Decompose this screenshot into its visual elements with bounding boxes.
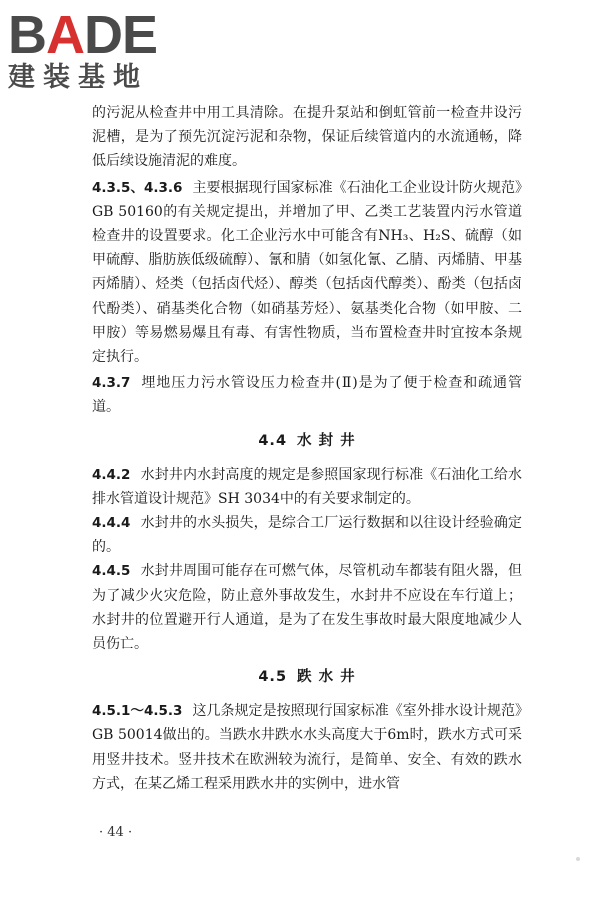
paragraph-4-4-5 — [92, 559, 522, 656]
paragraph-text: 水封井的水头损失，是综合工厂运行数据和以往设计经验确定的。 — [92, 515, 522, 556]
paragraph-text: 主要根据现行国家标准《石油化工企业设计防火规范》GB 50160的有关规定提出，并增加了甲、乙类工艺装置内污水管道检查井的设置要求。化工企业污水中可能含有NH₃、H₂S、硫醇（如甲硫醇、脂肪族低级硫醇）、氰和腈（如氢化氰、乙腈、丙烯腈、甲基丙烯腈）、烃类（包括卤代烃）、醇类（包括卤代醇类）、酚类（包括卤代酚类）、硝基类化合物（如硝基芳烃）、氨基类化合物（如甲胺、二甲胺）等易燃易爆且有毒、有害性物质，当布置检查井时宜按本条规定执行。 — [92, 179, 522, 366]
clause-number: 4.5.1～4.5.3 — [92, 703, 183, 720]
section-title-4-5 — [92, 665, 522, 689]
scan-artifact-dot — [576, 857, 580, 861]
paragraph-4-4-4 — [92, 511, 522, 559]
paragraph-text: 水封井内水封高度的规定是参照国家现行标准《石油化工给水排水管道设计规范》SH 3034中的有关要求制定的。 — [92, 466, 522, 507]
logo-wordmark — [8, 5, 183, 65]
paragraph-text: 这几条规定是按照现行国家标准《室外排水设计规范》GB 50014做出的。当跌水井跌水水头高度大于6m时，跌水方式可采用竖井技术。竖井技术在欧洲较为流行，是简单、安全、有效的跌水方式，在某乙烯工程采用跌水井的实例中，进水管 — [92, 703, 522, 792]
paragraph-4-5-1 — [92, 699, 522, 796]
logo-letter-b: B — [8, 5, 46, 65]
paragraph-text: 水封井周围可能存在可燃气体，尽管机动车都装有阻火器，但为了减少火灾危险，防止意外事故发生，水封井不应设在车行道上；水封井的位置避开行人通道，是为了在发生事故时最大限度地减少人员伤亡。 — [92, 563, 522, 653]
clause-number: 4.3.7 — [92, 375, 131, 392]
section-heading: 跌 水 井 — [297, 669, 356, 686]
paragraph-text: 埋地压力污水管设压力检查井(Ⅱ)是为了便于检查和疏通管道。 — [92, 375, 522, 416]
paragraph-4-3-5 — [92, 176, 522, 370]
clause-number: 4.4.2 — [92, 466, 131, 483]
paragraph-4-3-7 — [92, 371, 522, 419]
logo-subtitle: 建装基地 — [8, 62, 148, 93]
clause-number: 4.4.5 — [92, 563, 131, 580]
paragraph-4-4-2 — [92, 463, 522, 511]
paragraph-text: 的污泥从检查井中用工具清除。在提升泵站和倒虹管前一检查井设污泥槽，是为了预先沉淀污泥和杂物，保证后续管道内的水流通畅，降低后续设施清泥的难度。 — [92, 105, 522, 170]
clause-number: 4.4.4 — [92, 515, 131, 532]
clause-number: 4.3.5、4.3.6 — [92, 179, 183, 196]
logo-letters-de: DE — [84, 5, 158, 65]
section-heading: 水 封 井 — [297, 432, 356, 449]
document-body — [92, 101, 522, 796]
section-number: 4.4 — [258, 432, 288, 449]
paragraph-intro — [92, 101, 522, 174]
section-title-4-4 — [92, 429, 522, 453]
bade-logo — [8, 5, 183, 96]
logo-letter-a: A — [46, 5, 84, 65]
page-number: · 44 · — [99, 825, 133, 840]
section-number: 4.5 — [258, 669, 288, 686]
